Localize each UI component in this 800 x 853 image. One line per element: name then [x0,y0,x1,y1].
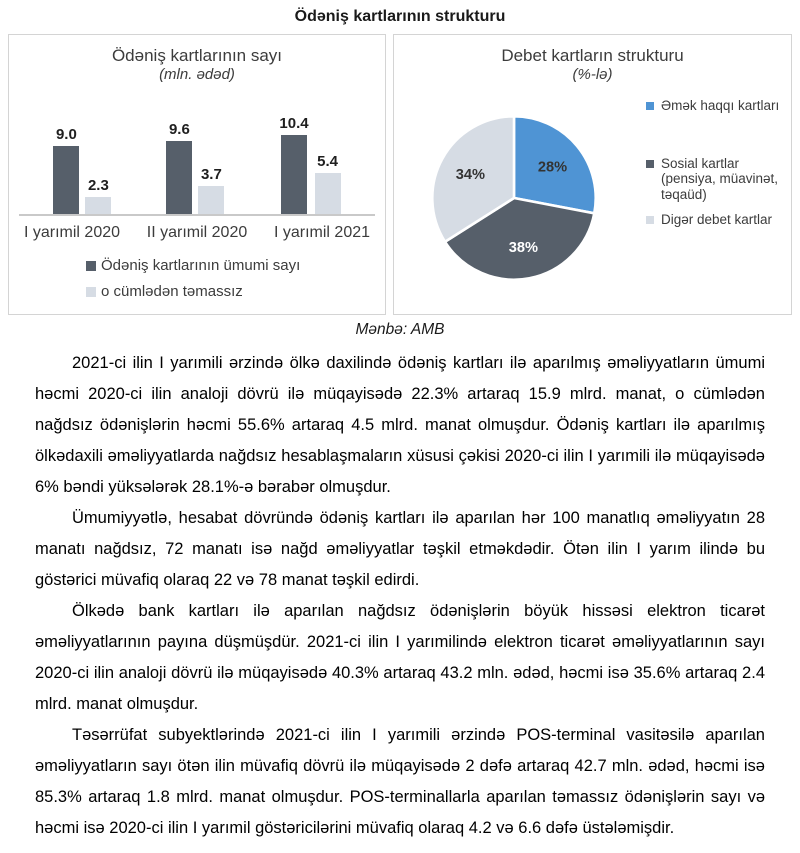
bar [166,121,192,214]
source-caption: Mənbə: AMB [355,321,445,338]
paragraph: 2021-ci ilin I yarımili ərzində ölkə daxilində ödəniş kartları ilə aparılmış əməliyyatların ümumi həcmi 2020-ci ilin analoji dövrü ilə müqayisədə 22.3% artaraq 15.9 mlrd. manat, o cümlədən nağdsız ödənişlərin həcmi 55.6% artaraq 4.5 mlrd. manat olmuşdur. Ödəniş kartları ilə aparılmış ölkədaxili əməliyyatlarda nağdsız hesablaşmaların xüsusi çəkisi 2020-ci ilin I yarımili ilə müqayisədə 6% bəndi yüksələrək 28.1%-ə bərabər olmuşdur. [35,354,765,496]
bar-rect [85,197,111,214]
body-text [35,348,765,844]
legend-label: Ödəniş kartlarının ümumi sayı [101,257,301,274]
bar-value-label: 9.6 [168,121,190,138]
legend-marker [646,160,654,168]
pie-legend [646,98,782,228]
legend-label: Sosial kartlar (pensiya, müavinət, təqaüd) [661,155,779,202]
bar-group [279,115,340,214]
bar-category-label: II yarımil 2020 [146,224,248,241]
paragraph: Təsərrüfat subyektlərində 2021-ci ilin I yarımili ərzində POS-terminal vasitəsilə aparılan əməliyyatların sayı ötən ilin müvafiq dövrü ilə müqayisədə 2 dəfə artaraq 42.7 mln. ədəd, həcmi isə 85.3% artaraq 1.8 mlrd. manat olmuşdur. POS-terminallarla aparılan təmassız ödənişlərin sayı və həcmi isə 2020-ci ilin I yarımil göstəricilərini müvafiq olaraq 4.2 və 6.6 dəfə üstələmişdir. [35,726,765,837]
legend-marker [86,261,96,271]
bar-value-label: 10.4 [279,115,309,132]
document-page [0,8,800,853]
bar-chart-panel [8,34,386,315]
legend-label: Əmək haqqı kartları [661,98,780,113]
pie-chart-subtitle: (%-lə) [572,66,613,83]
legend-item [86,256,385,276]
bar-value-label: 5.4 [317,153,339,170]
bar [85,177,111,214]
bar-groups [19,110,375,216]
bar [53,126,79,214]
pie-row [394,98,791,284]
page-title: Ödəniş kartlarının strukturu [294,8,506,25]
bar-legend [86,256,385,302]
bar-value-label: 2.3 [87,177,109,194]
charts-row [8,34,792,315]
bar [279,115,308,214]
legend-item [646,156,782,203]
legend-label: o cümlədən təmassız [101,283,243,300]
legend-item [646,212,782,228]
bar-group [166,121,224,214]
bar-chart-subtitle: (mln. ədəd) [159,66,235,83]
bar [315,153,341,214]
bar-rect [53,146,79,214]
pie-percent-label: 28% [537,159,568,176]
bar-x-labels [9,223,385,243]
bar-group [53,126,111,214]
legend-marker [646,216,654,224]
pie-percent-label: 34% [455,167,485,184]
bar-rect [166,141,192,214]
bar-rect [315,173,341,214]
bar-rect [281,135,307,214]
bar-category-label: I yarımil 2021 [273,224,371,241]
bar-chart-title: Ödəniş kartlarının sayı [111,46,283,65]
legend-marker [646,102,654,110]
bar-value-label: 3.7 [200,166,222,183]
bar-value-label: 9.0 [55,126,77,143]
paragraph: Ölkədə bank kartları ilə aparılan nağdsız ödənişlərin böyük hissəsi elektron ticarət əməliyyatlarının payına düşmüşdür. 2021-ci ilin I yarımilində elektron ticarət əməliyyatlarının sayı 2020-ci ilin analoji dövrü ilə müqayisədə 40.3% artaraq 43.2 mln. ədəd, həcmi isə 35.6% artaraq 2.4 mlrd. manat olmuşdur. [35,602,765,713]
bar-category-label: I yarımil 2020 [23,224,121,241]
legend-marker [86,287,96,297]
pie-percent-label: 38% [508,240,538,257]
pie-chart-panel [393,34,792,315]
legend-item [646,98,782,114]
pie-chart-title: Debet kartların strukturu [501,46,684,65]
legend-item [86,282,385,302]
paragraph: Ümumiyyətlə, hesabat dövründə ödəniş kartları ilə aparılan hər 100 manatlıq əməliyyatın 28 manatı nağdsız, 72 manatı isə nağd əməliyyatlar təşkil etməkdədir. Ötən ilin I yarım ilində bu göstərici müvafiq olaraq 22 və 78 manat təşkil edirdi. [35,509,765,589]
legend-label: Digər debet kartlar [661,212,773,227]
pie-chart [428,112,600,284]
bar-rect [198,186,224,214]
bar [198,166,224,214]
